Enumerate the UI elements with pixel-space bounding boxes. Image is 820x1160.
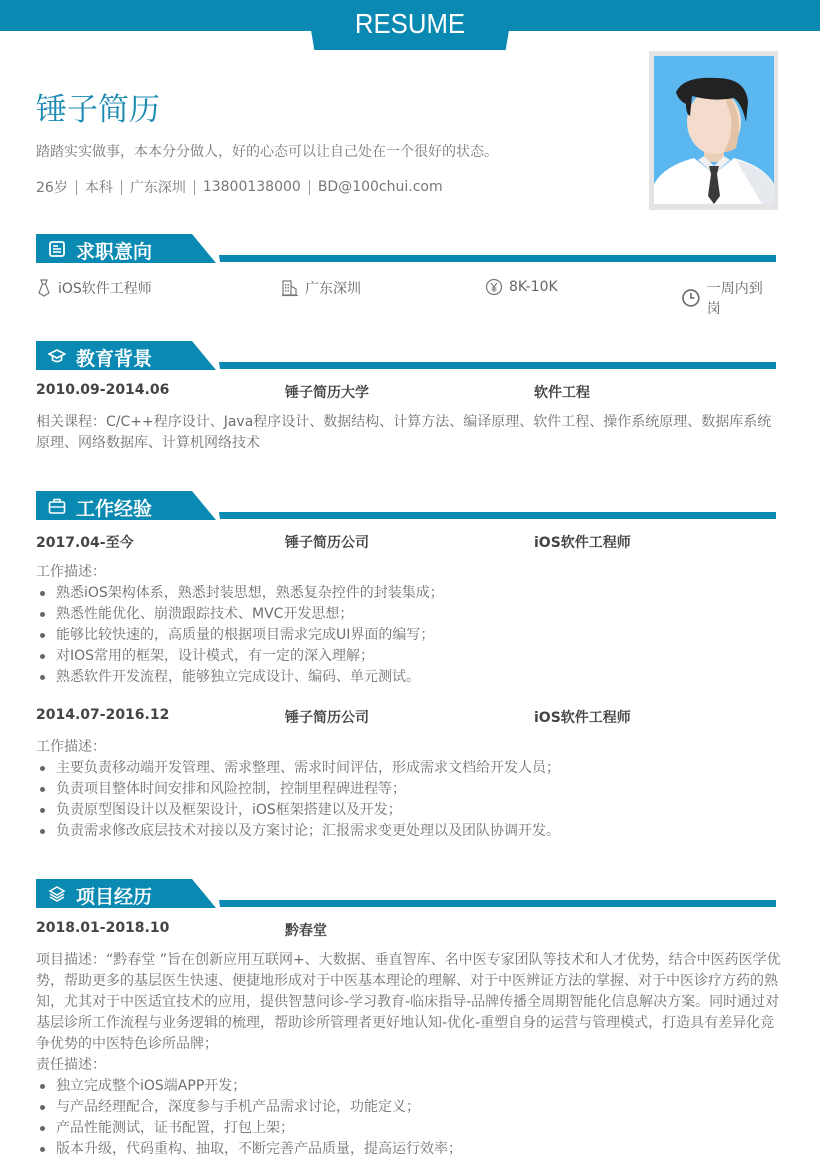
project-description [36,950,784,1160]
section-header-intent [36,234,776,263]
education-courses: 相关课程：C/C++程序设计、Java程序设计、数据结构、计算方法、编译原理、软件工程、操作系统原理、数据库系统原理、网络数据库、计算机网络技术 [36,414,772,451]
section-header-work [36,491,776,520]
layers-icon [48,885,66,903]
major: 软件工程 [534,385,590,401]
list-item: 独立完成整个iOS端APP开发； [36,1076,784,1097]
avatar-frame [649,51,778,210]
section-rule [219,900,776,907]
divider [309,180,310,195]
section-header-education [36,341,776,370]
education-period: 2010.09-2014.06 [36,382,170,398]
list-item: 熟悉软件开发流程，能够独立完成设计、编码、单元测试。 [36,667,784,688]
project-desc-text: 项目描述：“黔春堂 ”旨在创新应用互联网+、大数据、垂直智库、名中医专家团队等技术和人才优势，结合中医药医学优势，帮助更多的基层医生快速、便捷地形成对于中医基本理论的理解、对于中医辨证方法的掌握、对于中医诊疗方药的熟知，尤其对于中医适宜技术的应用，提供智慧问诊-学习教育-临床指导-品牌传播全周期智能化信息解决方案。同时通过对基层诊所工作流程与业务逻辑的梳理，帮助诊所管理者更好地认知-优化-重塑自身的运营与管理模式，打造具有差异化竞争优势的中医特色诊所品牌； [36,952,781,1052]
graduation-cap-icon [48,347,66,365]
intent-availability: 一周内到岗 [681,278,776,318]
list-item: 产品性能测试，证书配置，打包上架； [36,1118,784,1139]
list-item: 熟悉性能优化、崩溃跟踪技术、MVC开发思想； [36,604,784,625]
section-rule [219,255,776,262]
section-rule [219,362,776,369]
candidate-name: 锤子简历 [36,92,160,128]
section-title: 求职意向 [76,241,153,263]
list-item: 熟悉iOS架构体系，熟悉封装思想，熟悉复杂控件的封装集成； [36,583,784,604]
age: 26岁 [36,180,68,196]
company-name: 锤子简历公司 [285,710,369,726]
tie-icon [36,279,52,297]
phone: 13800138000 [202,179,301,195]
list-item: 与产品经理配合，深度参与手机产品需求讨论，功能定义； [36,1097,784,1118]
section-title: 教育背景 [76,348,153,370]
location: 广东深圳 [129,180,186,196]
divider [76,180,77,195]
work-description [36,737,784,842]
work-period: 2014.07-2016.12 [36,707,170,723]
intent-salary: 8K-10K [485,278,558,296]
section-title: 项目经历 [76,886,153,908]
job-title: iOS软件工程师 [534,535,631,551]
bullet-list [36,758,784,842]
work-period: 2017.04-至今 [36,535,134,551]
motto: 踏踏实实做事，本本分分做人，好的心态可以让自己处在一个很好的状态。 [36,144,498,160]
person-illustration-icon [654,56,774,204]
bullet-list [36,1076,784,1160]
job-title: iOS软件工程师 [534,710,631,726]
degree: 本科 [84,180,113,196]
yen-icon [485,278,503,296]
list-item: 负责原型图设计以及框架设计，iOS框架搭建以及开发； [36,800,784,821]
job-intent-row [36,278,776,317]
bullet-list [36,583,784,688]
building-icon [281,279,299,297]
list-item: 主要负责移动端开发管理、需求整理、需求时间评估，形成需求文档给开发人员； [36,758,784,779]
project-name: 黔春堂 [285,923,327,939]
section-header-projects [36,879,776,908]
banner-title: RESUME [354,8,466,39]
divider [194,180,195,195]
list-item: 负责项目整体时间安排和风险控制，控制里程碑进程等； [36,779,784,800]
project-period: 2018.01-2018.10 [36,920,170,936]
avatar [654,56,774,204]
section-title: 工作经验 [76,498,153,520]
desc-label: 工作描述： [36,739,106,755]
school-name: 锤子简历大学 [285,385,369,401]
list-item: 对IOS常用的框架，设计模式，有一定的深入理解； [36,646,784,667]
email: BD@100chui.com [317,179,443,195]
list-item: 能够比较快速的，高质量的根据项目需求完成UI界面的编写； [36,625,784,646]
section-rule [219,512,776,519]
intent-city: 广东深圳 [281,278,361,298]
company-name: 锤子简历公司 [285,535,369,551]
briefcase-icon [48,497,66,515]
clock-icon [681,288,701,308]
desc-label: 工作描述： [36,564,106,580]
list-item: 版本升级，代码重构、抽取，不断完善产品质量，提高运行效率； [36,1139,784,1160]
list-item: 负责需求修改底层技术对接以及方案讨论；汇报需求变更处理以及团队协调开发。 [36,821,784,842]
id-card-icon [48,240,66,258]
duty-label: 责任描述： [36,1057,106,1073]
contact-info [36,177,443,197]
divider [121,180,122,195]
work-description [36,562,784,688]
intent-position: iOS软件工程师 [36,278,152,298]
